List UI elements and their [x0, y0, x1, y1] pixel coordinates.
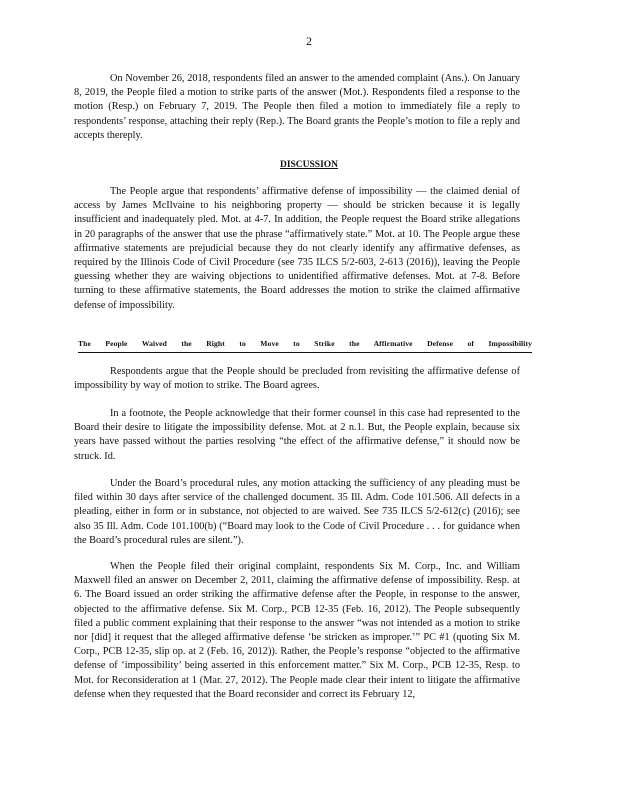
- paragraph-footnote: In a footnote, the People acknowledge that their former counsel in this case had represented to the Board their desire to litigate the impossibility defense. Mot. at 2 n.1. But, the People explain, because six years have passed without the parties resolving “the effect of the affirmative defense,” it should now be struck. Id.: [74, 408, 520, 462]
- paragraph-procedural-history: On November 26, 2018, respondents filed an answer to the amended complaint (Ans.). On January 8, 2019, the People filed a motion to strike parts of the answer (Mot.). Respondents filed a response to the motion (Resp.) on February 7, 2019. The People then filed a motion to immediately file a reply to respondents’ response, attaching their reply (Rep.). The Board grants the People’s motion to file a reply and accepts thereply.: [74, 73, 520, 141]
- page-number: 2: [306, 34, 312, 48]
- section-heading-discussion: [0, 158, 618, 172]
- paragraph-respondents-argument: Respondents argue that the People should be precluded from revisiting the affirmative defense of impossibility by way of motion to strike. The Board agrees.: [74, 366, 520, 392]
- paragraph-original-complaint: When the People filed their original complaint, respondents Six M. Corp., Inc. and William Maxwell filed an answer on December 2, 2011, claiming the affirmative defense of impossibility. Resp. at 6. The Board issued an order striking the affirmative defense after the People, in response to the answer, objected to the affirmative defense. Six M. Corp., PCB 12-35 (Feb. 16, 2012). The People subsequently filed a public comment explaining that their response to the answer “was not intended as a motion to strike nor [did] it request that the alleged affirmative defense ‘be stricken as improper.’” PC #1 (quoting Six M. Corp., PCB 12-35, slip op. at 2 (Feb. 16, 2012)). Rather, the People’s response “objected to the affirmative defense of ‘impossibility’ being asserted in this enforcement matter.” Six M. Corp., PCB 12-35, Resp. to Mot. for Reconsideration at 1 (Mar. 27, 2012). The People made clear their intent to litigate the affirmative defense when they requested that the Board reconsider and correct its February 12,: [74, 561, 520, 700]
- section-heading-text: DISCUSSION: [279, 160, 339, 170]
- paragraph-procedural-rules: Under the Board’s procedural rules, any motion attacking the sufficiency of any pleading must be filed within 30 days after service of the challenged document. 35 Ill. Adm. Code 101.506. All defects in a pleading, either in form or in substance, not objected to are waived. See 735 ILCS 5/2-612(c) (2016); see also 35 Ill. Adm. Code 101.100(b) (“Board may look to the Code of Civil Procedure . . . for guidance when the Board’s procedural rules are silent.”).: [74, 478, 520, 546]
- subheading-waiver: The People Waived the Right to Move to Strike the Affirmative Defense of Impossibility: [78, 337, 532, 353]
- paragraph-people-argument: The People argue that respondents’ affirmative defense of impossibility — the claimed denial of access by James McIlvaine to his neighboring property — should be stricken because it is legally insufficient and inadequately pled. Mot. at 4-7. In addition, the People request the Board strike allegations in 20 paragraphs of the answer that use the phrase “affirmatively state.” Mot. at 10. The People argue these affirmative statements are prejudicial because they do not clearly identify any affirmative defenses, as required by the Illinois Code of Civil Procedure (see 735 ILCS 5/2-603, 2-613 (2016)), leaving the People guessing whether they are waiving objections to unidentified affirmative defenses. Mot. at 7-8. Before turning to these affirmative statements, the Board addresses the motion to strike the claimed affirmative defense of impossibility.: [74, 186, 520, 311]
